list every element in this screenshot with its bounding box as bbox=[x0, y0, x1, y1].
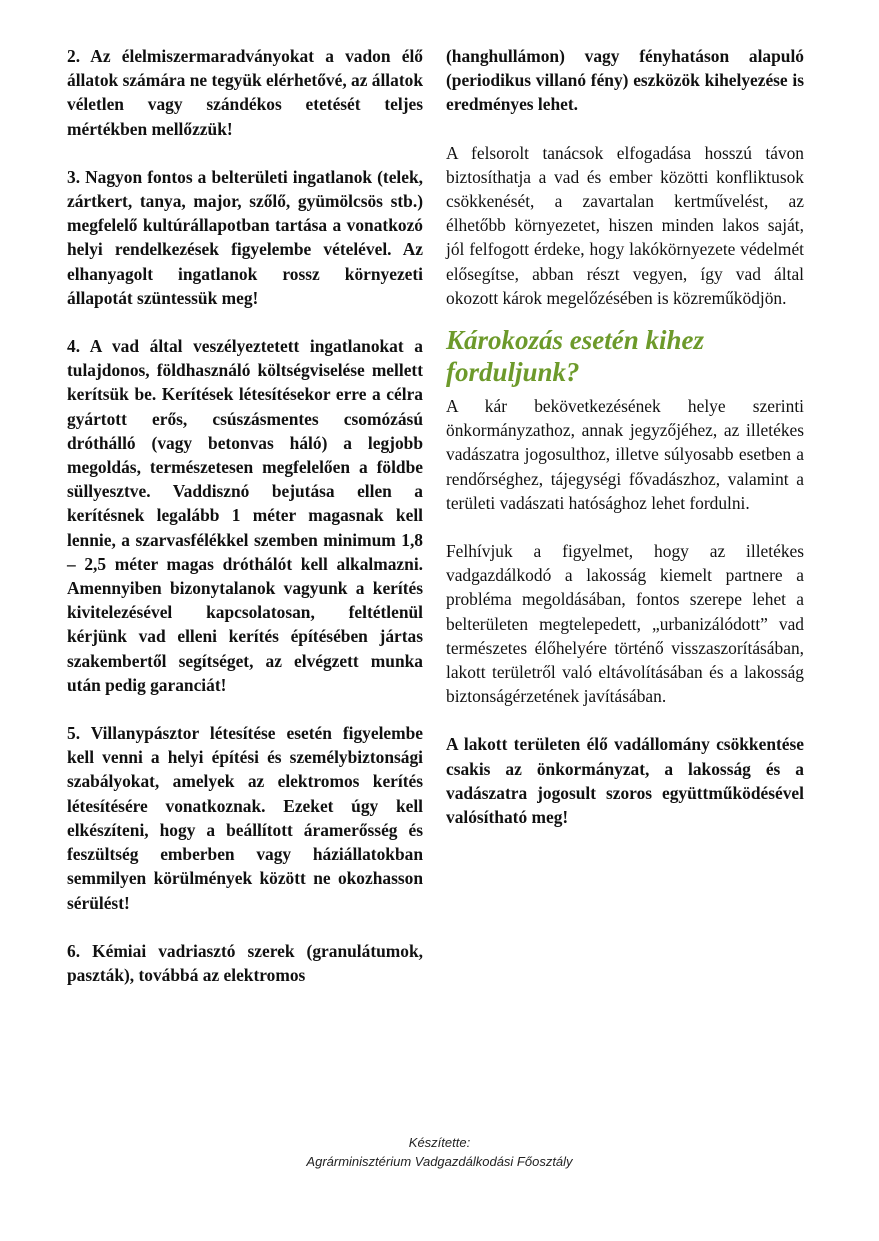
section-heading: Károkozás esetén kihez forduljunk? bbox=[446, 325, 705, 388]
advice-paragraph-3: 3. Nagyon fontos a belterületi ingatlanok (telek, zártkert, tanya, major, szőlő, gyümölcsös stb.) megfelelő kultúrállapotban tartása a vonatkozó helyi rendelkezések figyelembe vételével. Az elhanyagolt ingatlanok rossz környezeti állapotát szüntessük meg! bbox=[67, 166, 423, 308]
footer-author: Agrárminisztérium Vadgazdálkodási Főosztály bbox=[306, 1154, 573, 1169]
right-column bbox=[446, 44, 804, 829]
summary-paragraph: A felsorolt tanácsok elfogadása hosszú távon biztosíthatja a vad és ember közötti konfliktusok csökkenését, a zavartalan kertművelést, az élhetőbb környezetet, hiszen minden lakos saját, jól felfogott érdeke, hogy lakókörnyezete védelmét elősegítse, abban részt vegyen, így vad által okozott károk megelőzésében is közreműködjön. bbox=[446, 142, 804, 308]
attention-paragraph: Felhívjuk a figyelmet, hogy az illetékes vadgazdálkodó a lakosság kiemelt partnere a probléma megoldásában, fontos szerepe lehet a belterületen megtelepedett, „urbanizálódott” vad természetes élőhelyére történő visszaszorításában, lakott területről való eltávolításában és a lakosság biztonságérzetének javításában. bbox=[446, 541, 804, 707]
closing-statement: A lakott területen élő vadállomány csökkentése csakis az önkormányzat, a lakosság és a vadászatra jogosult szoros együttműködésével valósítható meg! bbox=[446, 734, 804, 828]
footer-label: Készítette: bbox=[408, 1135, 471, 1150]
advice-paragraph-6-continued: (hanghullámon) vagy fényhatáson alapuló (periodikus villanó fény) eszközök kihelyezése is eredményes lehet. bbox=[446, 46, 804, 115]
advice-paragraph-5: 5. Villanypásztor létesítése esetén figyelembe kell venni a helyi építési és személybiztonsági szabályokat, amelyek az elektromos kerítés létesítésére vonatkoznak. Ezeket úgy kell elkészíteni, hogy a beállított áramerősség és feszültség emberben vagy háziállatokban semmilyen körülmények között ne okozhasson sérülést! bbox=[67, 723, 423, 913]
advice-paragraph-2: 2. Az élelmiszermaradványokat a vadon élő állatok számára ne tegyük elérhetővé, az állatok véletlen vagy szándékos etetését teljes mértékben mellőzzük! bbox=[67, 46, 423, 139]
advice-paragraph-4: 4. A vad által veszélyeztetett ingatlanokat a tulajdonos, földhasználó költségviselése mellett kerítsük be. Kerítések létesítésekor erre a célra gyártott erős, csúszásmentes csomózású dróthálló (vagy betonvas háló) a legjobb megoldás, természetesen megfelelően a földbe süllyesztve. Vaddisznó bejutása ellen a kerítésnek legalább 1 méter magasnak kell lennie, a szarvasfélékkel szemben minimum 1,8 – 2,5 méter magas dróthálót kell alkalmazni. Amennyiben bizonytalanok vagyunk a kerítés kivitelezésével kapcsolatosan, feltétlenül kérjünk vad elleni kerítés építésében jártas szakembertől segítséget, az elvégzett munka után pedig garanciát! bbox=[67, 336, 423, 695]
left-column bbox=[67, 44, 423, 987]
contact-paragraph: A kár bekövetkezésének helye szerinti önkormányzathoz, annak jegyzőjéhez, az illetékes vadászatra jogosulthoz, illetve súlyosabb esetben a rendőrséghez, tájegységi fővadászhoz, valamint a területi vadászati hatósághoz lehet fordulni. bbox=[446, 396, 804, 513]
advice-paragraph-6: 6. Kémiai vadriasztó szerek (granulátumok, paszták), továbbá az elektromos bbox=[67, 940, 423, 985]
footer bbox=[0, 1133, 879, 1171]
